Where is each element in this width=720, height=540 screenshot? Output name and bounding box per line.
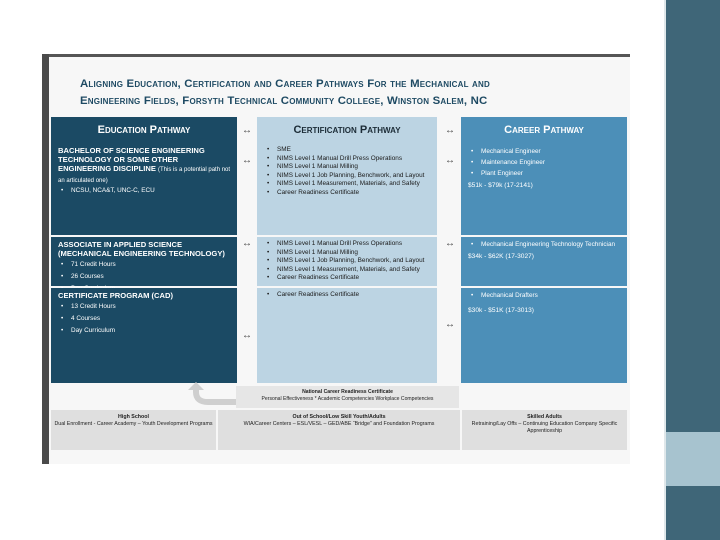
list-item: • 71 Credit Hours [58, 259, 234, 271]
list-item: • Mechanical Engineering Technology Technician [468, 241, 624, 250]
double-arrow-icon: ↔ [445, 319, 455, 330]
double-arrow-icon: ↔ [445, 125, 455, 136]
career-list [461, 289, 627, 301]
certification-associate-cell [257, 237, 437, 286]
salary-range: $30k - $51K (17-3013) [468, 306, 534, 314]
career-certificate-cell [461, 288, 627, 383]
career-associate-cell [461, 237, 627, 286]
career-list [461, 238, 627, 250]
list-item: • Mechanical Drafters [468, 292, 624, 301]
list-item: • Day Curriculum [58, 325, 234, 337]
list-item: • Career Readiness Certificate [264, 189, 434, 198]
certification-certificate-cell [257, 288, 437, 383]
education-note: (This is a potential path not an articulated one) [58, 167, 231, 184]
slide-side-bar-accent [666, 432, 720, 486]
salary-range: $51k - $79k (17-2141) [468, 182, 533, 189]
list-item: • NIMS Level 1 Manual Milling [264, 249, 434, 258]
list-item: • NCSU, NCA&T, UNC-C, ECU [58, 187, 234, 196]
bottom-box-title: High School [118, 414, 149, 420]
list-item: • 26 Courses [58, 271, 234, 283]
list-item: • NIMS Level 1 Measurement, Materials, and Safety [264, 180, 434, 189]
list-item: • Plant Engineer [468, 168, 624, 179]
title-line-2: Engineering Fields, Forsyth Technical Community College, Winston Salem, NC [80, 95, 488, 107]
education-title: ASSOCIATE IN APPLIED SCIENCE (MECHANICAL ENGINEERING TECHNOLOGY) [58, 240, 225, 258]
bottom-box-title: Out of School/Low Skill Youth/Adults [292, 414, 386, 420]
education-list [51, 301, 237, 337]
bottom-box-text: WIA/Career Centers – ESL/VESL – GED/ABE “Bridge” and Foundation Programs [243, 420, 435, 427]
education-title-text: BACHELOR OF SCIENCE ENGINEERING TECHNOLOGY OR SOME OTHER ENGINEERING DISCIPLINE [58, 146, 205, 173]
list-item: • SME [264, 146, 434, 155]
bottom-box-title: Skilled Adults [527, 414, 562, 420]
document-top-border [42, 54, 630, 57]
double-arrow-icon: ↔ [242, 155, 252, 166]
pathway-document [42, 54, 630, 464]
certification-bachelor-cell [257, 143, 437, 235]
list-item: • NIMS Level 1 Measurement, Materials, and Safety [264, 266, 434, 275]
bottom-box-out-of-school [218, 410, 460, 450]
list-item: • Career Readiness Certificate [264, 274, 434, 283]
salary-range: $34k - $62K (17-3027) [468, 252, 534, 260]
ncrc-banner [236, 386, 459, 408]
education-title: CERTIFICATE PROGRAM (CAD) [58, 291, 174, 300]
education-associate-cell [51, 237, 237, 286]
document-title [80, 76, 625, 110]
list-item: • 4 Courses [58, 313, 234, 325]
list-item: • Maintenance Engineer [468, 157, 624, 168]
double-arrow-icon: ↔ [445, 238, 455, 249]
list-item: • NIMS Level 1 Manual Milling [264, 163, 434, 172]
education-pathway-header: Education Pathway [51, 117, 237, 143]
list-item: • NIMS Level 1 Manual Drill Press Operations [264, 240, 434, 249]
list-item: • Career Readiness Certificate [264, 291, 434, 300]
certification-list [257, 289, 437, 300]
bottom-box-high-school [51, 410, 216, 450]
double-arrow-icon: ↔ [242, 330, 252, 341]
career-pathway-header: Career Pathway [461, 117, 627, 143]
ncrc-title: National Career Readiness Certificate [302, 389, 393, 395]
list-item: • NIMS Level 1 Job Planning, Benchwork, and Layout [264, 257, 434, 266]
education-bachelor-cell [51, 143, 237, 235]
certification-list [257, 238, 437, 283]
document-left-border [42, 54, 49, 464]
bottom-box-skilled-adults [462, 410, 627, 450]
career-bachelor-cell [461, 143, 627, 235]
education-title [51, 143, 237, 186]
ncrc-subtitle: Personal Effectiveness * Academic Competencies Workplace Competencies [261, 395, 434, 402]
education-list [51, 187, 237, 196]
title-line-1: Aligning Education, Certification and Career Pathways For the Mechanical and [80, 78, 490, 90]
list-item: • Mechanical Engineer [468, 146, 624, 157]
list-item: • NIMS Level 1 Manual Drill Press Operations [264, 155, 434, 164]
double-arrow-icon: ↔ [242, 238, 252, 249]
list-item: • 13 Credit Hours [58, 301, 234, 313]
education-certificate-cell [51, 288, 237, 383]
certification-pathway-header: Certification Pathway [257, 117, 437, 143]
bottom-box-text: Retraining/Lay Offs – Continuing Education Company Specific Apprenticeship [471, 420, 618, 434]
double-arrow-icon: ↔ [242, 125, 252, 136]
list-item: • NIMS Level 1 Job Planning, Benchwork, and Layout [264, 172, 434, 181]
career-list [461, 144, 627, 179]
double-arrow-icon: ↔ [445, 155, 455, 166]
certification-list [257, 144, 437, 198]
bottom-box-text: Dual Enrollment - Career Academy – Youth Development Programs [54, 420, 213, 427]
